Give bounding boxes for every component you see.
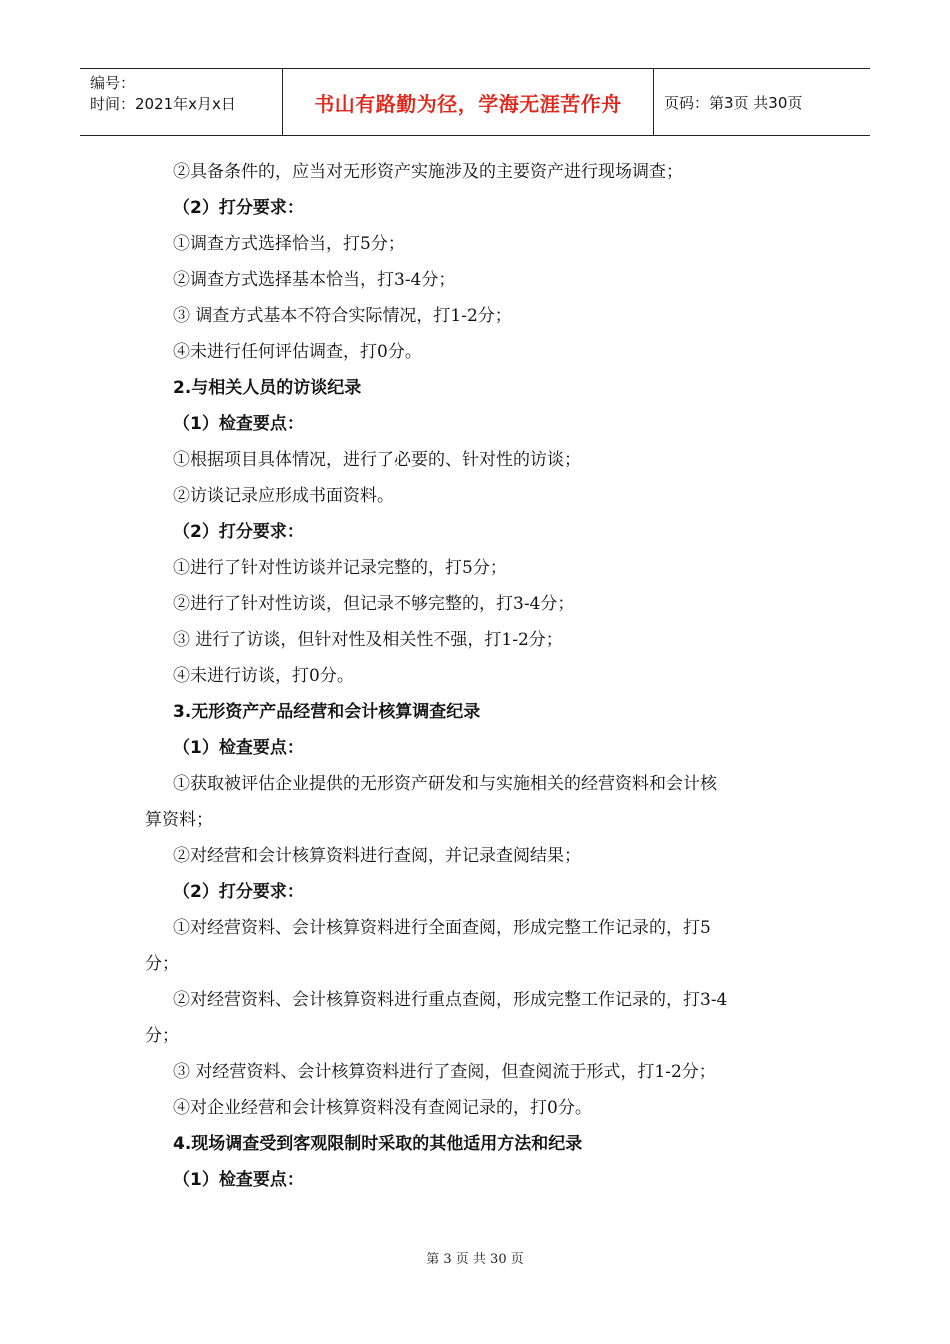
text-line: ①调查方式选择恰当，打5分；: [173, 234, 405, 254]
text-line-continued: 分；: [145, 954, 179, 974]
subsection-heading: （2）打分要求：: [173, 198, 304, 218]
motto: 书山有路勤为径，学海无涯苦作舟: [282, 69, 654, 135]
text-line: ④未进行访谈，打0分。: [173, 666, 354, 686]
page-info: 页码：第3页 共30页: [664, 93, 803, 112]
page-header: [80, 68, 870, 136]
date-label: 时间：2021年x月x日: [90, 95, 236, 113]
text-line: ①根据项目具体情况，进行了必要的、针对性的访谈；: [173, 450, 581, 470]
text-line: ③ 调查方式基本不符合实际情况，打1-2分；: [173, 306, 512, 326]
text-line: ②进行了针对性访谈，但记录不够完整的，打3-4分；: [173, 594, 575, 614]
subsection-heading: （2）打分要求：: [173, 522, 304, 542]
subsection-heading: （1）检查要点：: [173, 414, 304, 434]
text-line: ①进行了针对性访谈并记录完整的，打5分；: [173, 558, 507, 578]
text-line: ③ 进行了访谈，但针对性及相关性不强，打1-2分；: [173, 630, 563, 650]
text-line-continued: 算资料；: [145, 810, 213, 830]
text-line: ④未进行任何评估调查，打0分。: [173, 342, 422, 362]
section-heading: 2.与相关人员的访谈纪录: [173, 378, 362, 398]
text-line: ②对经营和会计核算资料进行查阅，并记录查阅结果；: [173, 846, 581, 866]
subsection-heading: （1）检查要点：: [173, 738, 304, 758]
text-line: ④对企业经营和会计核算资料没有查阅记录的，打0分。: [173, 1098, 592, 1118]
section-heading: 4.现场调查受到客观限制时采取的其他适用方法和纪录: [173, 1134, 583, 1154]
subsection-heading: （2）打分要求：: [173, 882, 304, 902]
subsection-heading: （1）检查要点：: [173, 1170, 304, 1190]
text-line: ②对经营资料、会计核算资料进行重点查阅，形成完整工作记录的，打3-4: [173, 990, 728, 1010]
text-line: ②访谈记录应形成书面资料。: [173, 486, 394, 506]
text-line: ①对经营资料、会计核算资料进行全面查阅，形成完整工作记录的，打5: [173, 918, 711, 938]
text-line: ②具备条件的，应当对无形资产实施涉及的主要资产进行现场调查；: [173, 162, 683, 182]
header-left-cell: [80, 69, 282, 135]
text-line-continued: 分；: [145, 1026, 179, 1046]
text-line: ②调查方式选择基本恰当，打3-4分；: [173, 270, 456, 290]
number-label: 编号：: [90, 74, 136, 92]
page-footer: 第 3 页 共 30 页: [426, 1252, 524, 1267]
document-body: [145, 154, 810, 1198]
text-line: ③ 对经营资料、会计核算资料进行了查阅，但查阅流于形式，打1-2分；: [173, 1062, 716, 1082]
section-heading: 3.无形资产产品经营和会计核算调查纪录: [173, 702, 481, 722]
text-line: ①获取被评估企业提供的无形资产研发和与实施相关的经营资料和会计核: [173, 774, 717, 794]
